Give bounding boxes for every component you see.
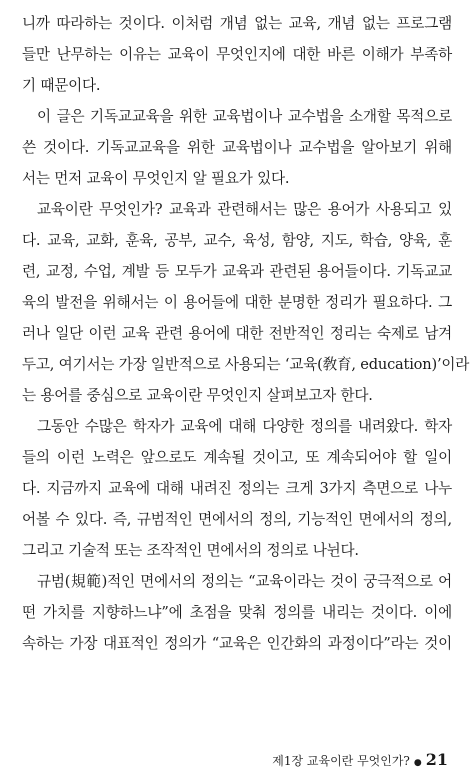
text-line: 교육이란 무엇인가? 교육과 관련해서는 많은 용어가 사용되고 있 — [37, 201, 452, 218]
text-line: 기 때문이다. — [22, 77, 101, 94]
text-line: 쓴 것이다. 기독교교육을 위한 교육법이나 교수법을 알아보기 위해 — [22, 139, 452, 156]
text-line: 떤 가치를 지향하느냐”에 초점을 맞춰 정의를 내리는 것이다. 이에 — [22, 604, 452, 621]
chapter-title: 제1장 교육이란 무엇인가? — [272, 754, 410, 768]
text-line: 다. 지금까지 교육에 대해 내려진 정의는 크게 3가지 측면으로 나누 — [22, 480, 452, 497]
text-line: 는 용어를 중심으로 교육이란 무엇인지 살펴보고자 한다. — [22, 387, 373, 404]
text-line: 어볼 수 있다. 즉, 규범적인 면에서의 정의, 기능적인 면에서의 정의, — [22, 511, 452, 528]
bullet-separator: ● — [413, 758, 422, 768]
text-line: 니까 따라하는 것이다. 이처럼 개념 없는 교육, 개념 없는 프로그램 — [22, 15, 452, 32]
page-number: 21 — [425, 750, 448, 769]
text-line: 러나 일단 이런 교육 관련 용어에 대한 전반적인 정리는 숙제로 남겨 — [22, 325, 452, 342]
text-line: 그리고 기술적 또는 조작적인 면에서의 정의로 나뉜다. — [22, 542, 359, 559]
text-line: 속하는 가장 대표적인 정의가 “교육은 인간화의 과정이다”라는 것이 — [22, 635, 452, 652]
text-line: 규범(規範)적인 면에서의 정의는 “교육이라는 것이 궁극적으로 어 — [37, 573, 452, 590]
text-line: 그동안 수많은 학자가 교육에 대해 다양한 정의를 내려왔다. 학자 — [37, 418, 452, 435]
text-line: 들의 이런 노력은 앞으로도 계속될 것이고, 또 계속되어야 할 일이 — [22, 449, 452, 466]
text-line: 육의 발전을 위해서는 이 용어들에 대한 분명한 정리가 필요하다. 그 — [22, 294, 452, 311]
body-text — [22, 8, 470, 659]
text-line: 이 글은 기독교교육을 위한 교육법이나 교수법을 소개할 목적으로 — [37, 108, 452, 125]
text-line: 들만 난무하는 이유는 교육이 무엇인지에 대한 바른 이해가 부족하 — [22, 46, 452, 63]
text-line: 서는 먼저 교육이 무엇인지 알 필요가 있다. — [22, 170, 290, 187]
text-line: 다. 교육, 교화, 훈육, 공부, 교수, 육성, 함양, 지도, 학습, 양육, 훈 — [22, 232, 452, 249]
text-line: 두고, 여기서는 가장 일반적으로 사용되는 ‘교육(敎育, education)’이라 — [22, 356, 470, 373]
page-footer — [272, 750, 448, 769]
text-line: 련, 교정, 수업, 계발 등 모두가 교육과 관련된 용어들이다. 기독교교 — [22, 263, 452, 280]
